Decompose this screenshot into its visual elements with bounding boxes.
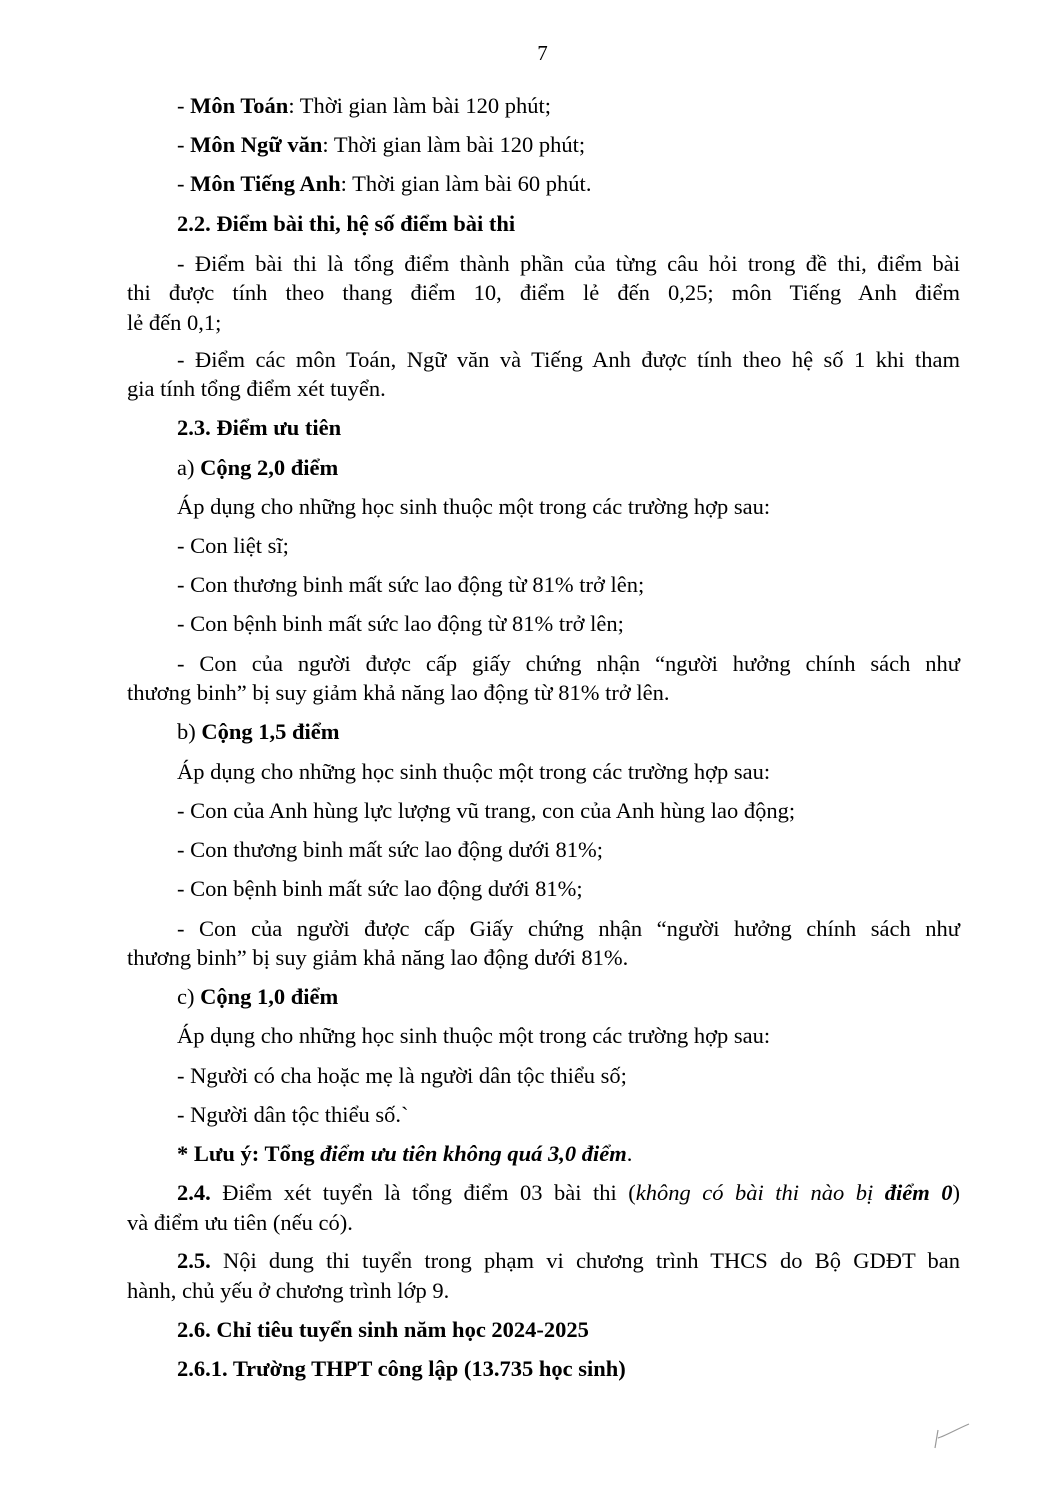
list-item: - Con bệnh binh mất sức lao động dưới 81%; — [177, 876, 583, 901]
section-2-5-line-1: 2.5. Nội dung thi tuyển trong phạm vi chương trình THCS do Bộ GDĐT ban — [177, 1248, 960, 1273]
section-2-5-line-2: hành, chủ yếu ở chương trình lớp 9. — [127, 1278, 450, 1303]
list-item: - Con thương binh mất sức lao động từ 81% trở lên; — [177, 572, 645, 597]
page-number: 7 — [537, 41, 548, 65]
priority-a-intro: Áp dụng cho những học sinh thuộc một trong các trường hợp sau: — [177, 494, 771, 519]
section-2-4-line-1: 2.4. Điểm xét tuyển là tổng điểm 03 bài thi (không có bài thi nào bị điểm 0) — [177, 1180, 960, 1205]
list-item-line-1: - Con của người được cấp giấy chứng nhận “người hưởng chính sách như — [177, 651, 960, 676]
list-item: - Con của Anh hùng lực lượng vũ trang, con của Anh hùng lao động; — [177, 798, 796, 823]
initials-signature-mark — [925, 1420, 973, 1450]
section-2-4-line-2: và điểm ưu tiên (nếu có). — [127, 1210, 353, 1235]
section-2-2-heading: 2.2. Điểm bài thi, hệ số điểm bài thi — [177, 211, 516, 236]
section-2-6-1-heading: 2.6.1. Trường THPT công lập (13.735 học sinh) — [177, 1356, 626, 1381]
priority-b-title: b) Cộng 1,5 điểm — [177, 719, 340, 744]
list-item: - Người có cha hoặc mẹ là người dân tộc thiểu số; — [177, 1063, 627, 1088]
exam-time-math: - Môn Toán: Thời gian làm bài 120 phút; — [177, 93, 552, 118]
list-item: - Con bệnh binh mất sức lao động từ 81% trở lên; — [177, 611, 624, 636]
list-item-line-2: thương binh” bị suy giảm khả năng lao động dưới 81%. — [127, 945, 629, 970]
priority-c-title: c) Cộng 1,0 điểm — [177, 984, 339, 1009]
list-item-line-1: - Con của người được cấp Giấy chứng nhận “người hưởng chính sách như — [177, 916, 960, 941]
list-item-line-2: thương binh” bị suy giảm khả năng lao động từ 81% trở lên. — [127, 680, 670, 705]
section-2-2-paragraph-1-line-3: lẻ đến 0,1; — [127, 310, 222, 335]
priority-b-intro: Áp dụng cho những học sinh thuộc một trong các trường hợp sau: — [177, 759, 771, 784]
section-2-2-paragraph-2-line-1: - Điểm các môn Toán, Ngữ văn và Tiếng Anh được tính theo hệ số 1 khi tham — [177, 347, 960, 372]
list-item: - Con liệt sĩ; — [177, 533, 289, 558]
section-2-6-heading: 2.6. Chỉ tiêu tuyển sinh năm học 2024-2025 — [177, 1317, 589, 1342]
priority-a-title: a) Cộng 2,0 điểm — [177, 455, 339, 480]
priority-c-intro: Áp dụng cho những học sinh thuộc một trong các trường hợp sau: — [177, 1023, 771, 1048]
exam-time-english: - Môn Tiếng Anh: Thời gian làm bài 60 phút. — [177, 171, 592, 196]
list-item: - Người dân tộc thiểu số.` — [177, 1102, 409, 1127]
section-2-3-heading: 2.3. Điểm ưu tiên — [177, 415, 342, 440]
list-item: - Con thương binh mất sức lao động dưới 81%; — [177, 837, 603, 862]
section-2-2-paragraph-2-line-2: gia tính tổng điểm xét tuyển. — [127, 376, 386, 401]
priority-note: * Lưu ý: Tổng điểm ưu tiên không quá 3,0 điểm. — [177, 1141, 633, 1166]
section-2-2-paragraph-1-line-1: - Điểm bài thi là tổng điểm thành phần của từng câu hỏi trong đề thi, điểm bài — [177, 251, 960, 276]
section-2-2-paragraph-1-line-2: thi được tính theo thang điểm 10, điểm lẻ đến 0,25; môn Tiếng Anh điểm — [127, 280, 960, 305]
exam-time-literature: - Môn Ngữ văn: Thời gian làm bài 120 phút; — [177, 132, 586, 157]
